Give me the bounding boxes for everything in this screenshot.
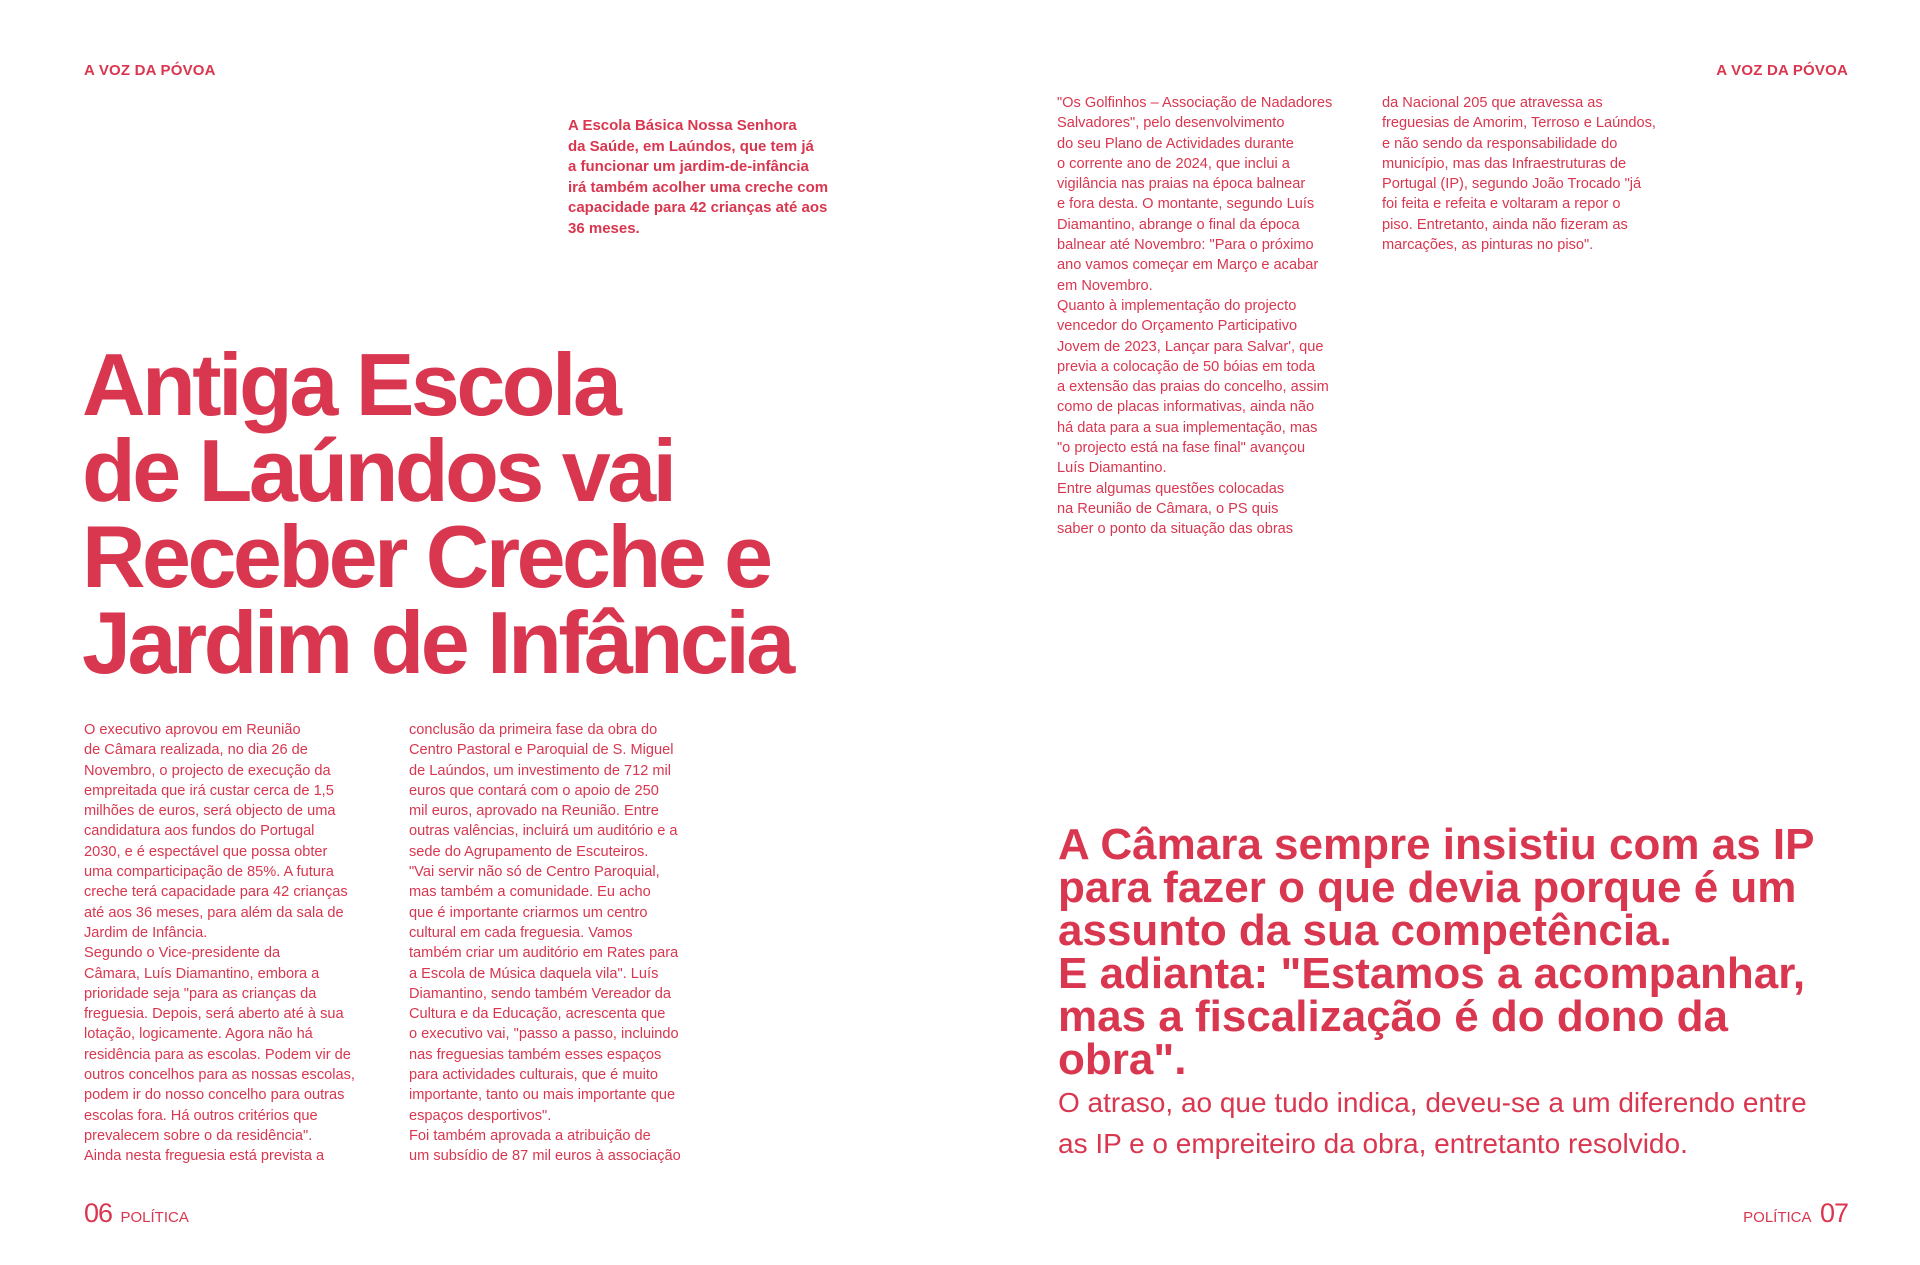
section-label-right: POLÍTICA bbox=[1743, 1209, 1812, 1226]
pull-quote: A Câmara sempre insistiu com as IP para fazer o que devia porque é um assunto da sua competência. E adianta: "Estamos a acompanhar, mas a fiscalização é do dono da obra". bbox=[1058, 820, 1815, 1084]
article-headline: Antiga Escola de Laúndos vai Receber Creche e Jardim de Infância bbox=[82, 335, 792, 692]
section-label-left: POLÍTICA bbox=[120, 1209, 189, 1226]
lead-paragraph: A Escola Básica Nossa Senhora da Saúde, em Laúndos, que tem já a funcionar um jardim-de-infância irá também acolher uma creche com capacidade para 42 crianças até aos 36 meses. bbox=[568, 117, 829, 237]
footer-right bbox=[1739, 1198, 1848, 1229]
page-number-right: 07 bbox=[1819, 1198, 1848, 1228]
body-column-4: da Nacional 205 que atravessa as freguesias de Amorim, Terroso e Laúndos, e não sendo da responsabilidade do município, mas das Infraestruturas de Portugal (IP), segundo João Trocado "já foi feita e refeita e voltaram a repor o piso. Entretanto, ainda não fizeram as marcações, as pinturas no piso". bbox=[1382, 95, 1656, 254]
body-column-1: O executivo aprovou em Reunião de Câmara realizada, no dia 26 de Novembro, o projecto de execução da empreitada que irá custar cerca de 1,5 milhões de euros, será objecto de uma candidatura aos fundos do Portugal 2030, e é espectável que possa obter uma comparticipação de 85%. A futura creche terá capacidade para 42 crianças até aos 36 meses, para além da sala de Jardim de Infância. Segundo o Vice-presidente da Câmara, Luís Diamantino, embora a prioridade seja "para as crianças da freguesia. Depois, será aberto até à sua lotação, logicamente. Agora não há residência para as escolas. Podem vir de outros concelhos para as nossas escolas, podem ir do nosso concelho para outras escolas fora. Há outros critérios que prevalecem sobre o da residência". Ainda nesta freguesia está prevista a bbox=[84, 722, 355, 1165]
body-column-3: "Os Golfinhos – Associação de Nadadores Salvadores", pelo desenvolvimento do seu Plano de Actividades durante o corrente ano de 2024, que inclui a vigilância nas praias na época balnear e fora desta. O montante, segundo Luís Diamantino, abrange o final da época balnear até Novembro: "Para o próximo ano vamos começar em Março e acabar em Novembro. Quanto à implementação do projecto vencedor do Orçamento Participativo Jovem de 2023, Lançar para Salvar', que previa a colocação de 50 bóias em toda a extensão das praias do concelho, assim como de placas informativas, ainda não há data para a sua implementação, mas "o projecto está na fase final" avançou Luís Diamantino. Entre algumas questões colocadas na Reunião de Câmara, o PS quis saber o ponto da situação das obras bbox=[1057, 95, 1333, 538]
footer-left bbox=[84, 1198, 193, 1229]
running-header-left: A VOZ DA PÓVOA bbox=[84, 62, 216, 79]
running-header-right: A VOZ DA PÓVOA bbox=[1716, 62, 1848, 79]
page-number-left: 06 bbox=[84, 1198, 113, 1228]
pull-quote-subtext: O atraso, ao que tudo indica, deveu-se a um diferendo entre as IP e o empreiteiro da obra, entretanto resolvido. bbox=[1058, 1087, 1807, 1159]
body-column-2: conclusão da primeira fase da obra do Centro Pastoral e Paroquial de S. Miguel de Laúndos, um investimento de 712 mil euros que contará com o apoio de 250 mil euros, aprovado na Reunião. Entre outras valências, incluirá um auditório e a sede do Agrupamento de Escuteiros. "Vai servir não só de Centro Paroquial, mas também a comunidade. Eu acho que é importante criarmos um centro cultural em cada freguesia. Vamos também criar um auditório em Rates para a Escola de Música daquela vila". Luís Diamantino, sendo também Vereador da Cultura e da Educação, acrescenta que o executivo vai, "passo a passo, incluindo nas freguesias também esses espaços para actividades culturais, que é muito importante, tanto ou mais importante que espaços desportivos". Foi também aprovada a atribuição de um subsídio de 87 mil euros à associação bbox=[409, 722, 681, 1165]
